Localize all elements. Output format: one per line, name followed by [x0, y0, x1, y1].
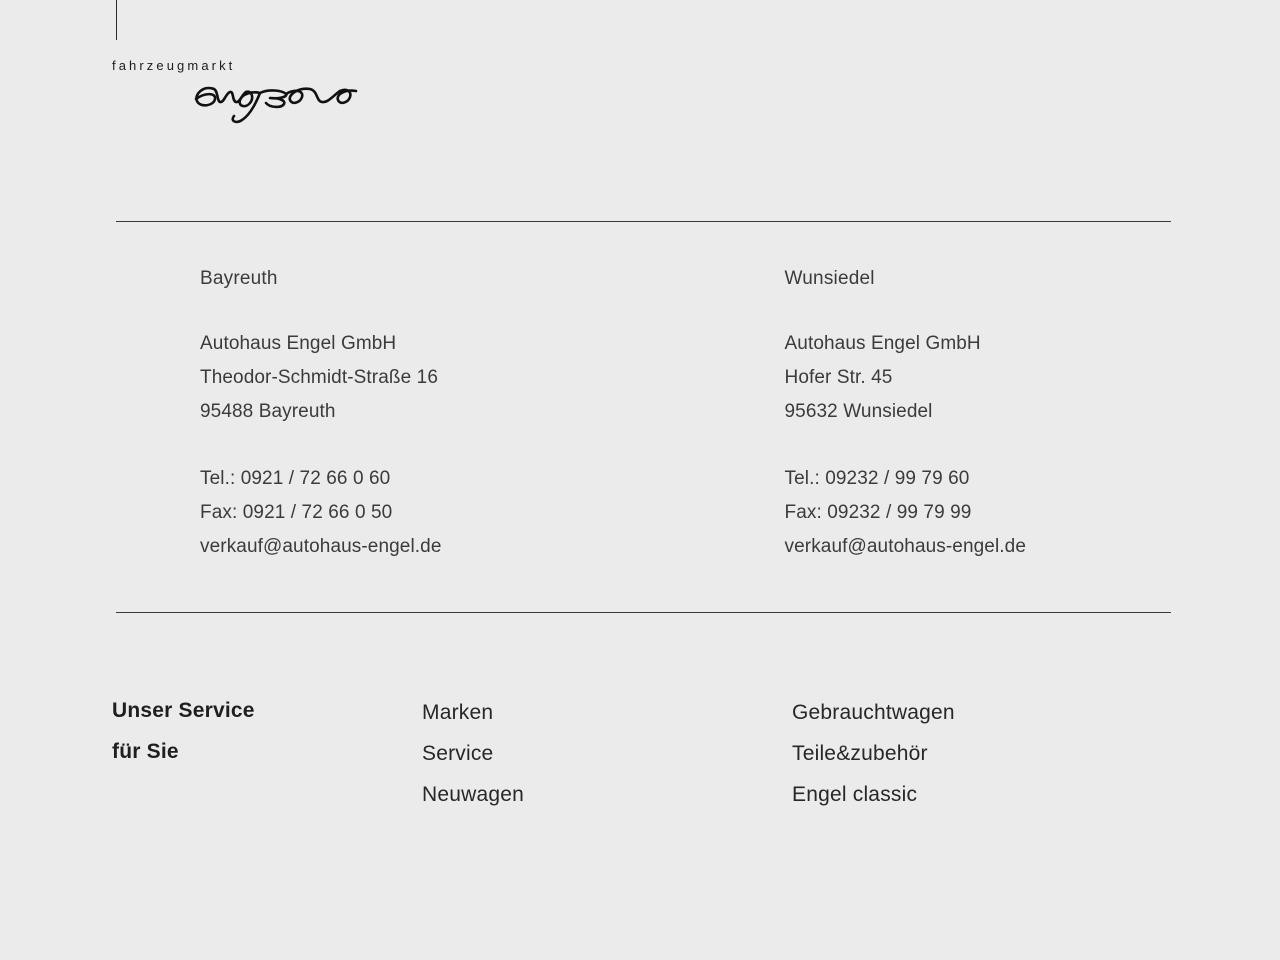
- location-address: [200, 327, 596, 429]
- brand-logo[interactable]: [112, 58, 432, 123]
- location-city: Wunsiedel: [784, 268, 875, 289]
- location-phone: Tel.: 0921 / 72 66 0 60: [200, 468, 391, 489]
- location-contact: [785, 462, 1181, 564]
- location-street: Theodor-Schmidt-Straße 16: [200, 367, 438, 388]
- location-address: [785, 327, 1181, 429]
- brand-wordmark: fahrzeugmarkt: [112, 58, 236, 73]
- footer-link-neuwagen[interactable]: Neuwagen: [422, 783, 525, 806]
- spacer: [785, 429, 1181, 462]
- location-bayreuth: [200, 268, 596, 564]
- location-postal-city: 95488 Bayreuth: [200, 401, 336, 422]
- location-street: Hofer Str. 45: [784, 367, 893, 388]
- location-wunsiedel: [785, 268, 1181, 564]
- footer-heading-line2: für Sie: [112, 740, 179, 763]
- location-postal-city: 95632 Wunsiedel: [784, 401, 933, 422]
- footer-link-column-two: [792, 690, 1162, 815]
- location-company: Autohaus Engel GmbH: [200, 333, 397, 354]
- location-email[interactable]: verkauf@autohaus-engel.de: [200, 536, 442, 557]
- spacer: [200, 429, 596, 462]
- footer-link-service[interactable]: Service: [422, 742, 494, 765]
- brand-script-engel-icon: [112, 71, 432, 123]
- footer-navigation: [112, 690, 1212, 815]
- footer-link-teile-zubehoer[interactable]: Teile&zubehör: [792, 742, 928, 765]
- addresses-section: [200, 268, 1180, 564]
- location-contact: [200, 462, 596, 564]
- location-email[interactable]: verkauf@autohaus-engel.de: [784, 536, 1027, 557]
- location-fax: Fax: 0921 / 72 66 0 50: [200, 502, 393, 523]
- location-company: Autohaus Engel GmbH: [784, 333, 981, 354]
- footer-link-column-one: [422, 690, 792, 815]
- location-phone: Tel.: 09232 / 99 79 60: [784, 468, 970, 489]
- divider-bottom: [116, 612, 1171, 613]
- divider-top: [116, 221, 1171, 222]
- footer-link-engel-classic[interactable]: Engel classic: [792, 783, 918, 806]
- top-vertical-rule: [116, 0, 117, 40]
- footer-heading: [112, 690, 422, 815]
- footer-link-marken[interactable]: Marken: [422, 701, 494, 724]
- location-fax: Fax: 09232 / 99 79 99: [784, 502, 972, 523]
- footer-heading-line1: Unser Service: [112, 699, 255, 722]
- footer-link-gebrauchtwagen[interactable]: Gebrauchtwagen: [792, 701, 955, 724]
- location-city: Bayreuth: [200, 268, 278, 289]
